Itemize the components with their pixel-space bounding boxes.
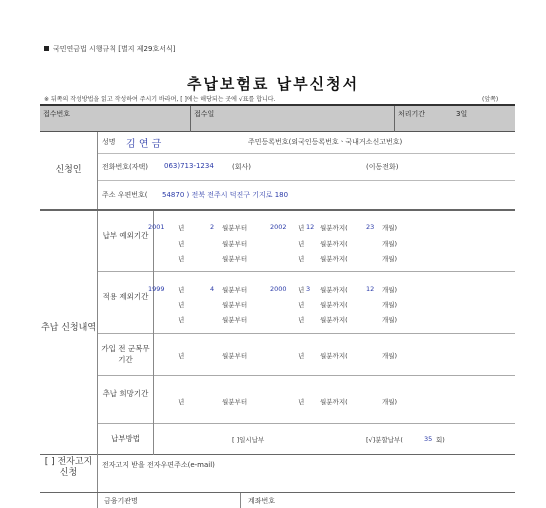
end-year[interactable]: 2000	[270, 285, 287, 293]
end-year[interactable]: 2002	[270, 223, 287, 231]
end-month[interactable]: 3	[306, 285, 311, 293]
from-word: 월분부터	[222, 240, 248, 248]
to-word: 월분까지(	[320, 224, 348, 232]
year-word: 년	[298, 398, 305, 406]
months-word: 개월)	[382, 224, 398, 232]
months-word: 개월)	[382, 398, 398, 406]
year-word: 년	[178, 224, 185, 232]
address-value[interactable]: 54870 ) 전북 전주시 덕진구 기지로 180	[162, 191, 289, 199]
start-month[interactable]: 2	[210, 223, 215, 231]
months-word: 개월)	[382, 240, 398, 248]
year-word: 년	[298, 224, 305, 232]
year-word: 년	[298, 301, 305, 309]
from-word: 월분부터	[222, 352, 248, 360]
address-label: 주소 우편번호(	[102, 191, 148, 199]
period-group-label: 추납 희망기간	[98, 375, 154, 423]
details-section-label: 추납 신청내역	[40, 211, 98, 455]
processing-period-value: 3일	[456, 110, 468, 118]
start-year[interactable]: 1999	[148, 285, 165, 293]
period-group-label: 가입 전 군복무기간	[98, 333, 154, 375]
mobile-phone-label: (이동전화)	[366, 163, 399, 171]
months-word: 개월)	[382, 286, 398, 294]
year-word: 년	[178, 255, 185, 263]
form-reference-text: 국민연금법 시행규칙 [별지 제29호서식]	[53, 45, 176, 53]
year-word: 년	[178, 398, 185, 406]
months-word: 개월)	[382, 255, 398, 263]
months-word: 개월)	[382, 316, 398, 324]
page-side-label: (앞쪽)	[482, 96, 499, 103]
end-month[interactable]: 12	[306, 223, 315, 231]
start-month[interactable]: 4	[210, 285, 215, 293]
from-word: 월분부터	[222, 398, 248, 406]
email-label: 전자고지 받을 전자우편주소(e-mail)	[102, 461, 215, 469]
year-word: 년	[178, 301, 185, 309]
year-word: 년	[298, 352, 305, 360]
electronic-notice-label[interactable]: [ ] 전자고지 신청	[40, 455, 98, 492]
name-value[interactable]: 김 연 금	[126, 139, 162, 150]
period-group-label: 납부 예외기간	[98, 211, 154, 271]
square-bullet-icon	[44, 46, 49, 51]
to-word: 월분까지(	[320, 286, 348, 294]
to-word: 월분까지(	[320, 255, 348, 263]
year-word: 년	[178, 286, 185, 294]
month-count[interactable]: 12	[366, 285, 375, 293]
installment-unit: 회)	[436, 436, 445, 444]
from-word: 월분부터	[222, 316, 248, 324]
bank-institution-label: 금융기관명	[104, 497, 138, 505]
form-reference	[44, 44, 175, 54]
instruction-notice: ※ 뒤쪽의 작성방법을 읽고 작성하여 주시기 바라며, [ ]에는 해당되는 곳에 √표를 합니다.	[44, 96, 276, 103]
processing-period-label: 처리기간	[398, 110, 426, 118]
to-word: 월분까지(	[320, 301, 348, 309]
account-number-label: 계좌번호	[248, 497, 276, 505]
to-word: 월분까지(	[320, 398, 348, 406]
receipt-date-label: 접수일	[194, 110, 215, 118]
applicant-section-label: 신청인	[40, 132, 98, 209]
bank-row	[40, 493, 515, 508]
applicant-section	[40, 132, 515, 210]
from-word: 월분부터	[222, 255, 248, 263]
address-row	[98, 181, 515, 209]
details-section	[40, 210, 515, 455]
year-word: 년	[298, 316, 305, 324]
payment-method-label: 납부방법	[98, 423, 154, 455]
application-form	[40, 104, 515, 508]
year-word: 년	[178, 316, 185, 324]
electronic-notice-section	[40, 455, 515, 493]
name-row	[98, 132, 515, 154]
form-title: 추납보험료 납부신청서	[186, 75, 360, 93]
year-word: 년	[298, 255, 305, 263]
phone-value[interactable]: 063)713-1234	[164, 162, 214, 170]
name-label: 성명	[102, 138, 116, 146]
installment-count[interactable]: 35	[424, 435, 433, 443]
period-group-label: 적용 제외기간	[98, 271, 154, 333]
start-year[interactable]: 2001	[148, 223, 165, 231]
from-word: 월분부터	[222, 286, 248, 294]
month-count[interactable]: 23	[366, 223, 375, 231]
rrn-label: 주민등록번호(외국인등록번호ㆍ국내거소신고번호)	[248, 138, 403, 146]
lump-sum-option[interactable]: [ ]일시납부	[232, 436, 265, 444]
months-word: 개월)	[382, 301, 398, 309]
year-word: 년	[298, 286, 305, 294]
phone-label: 전화번호(자택)	[102, 163, 149, 171]
from-word: 월분부터	[222, 301, 248, 309]
months-word: 개월)	[382, 352, 398, 360]
to-word: 월분까지(	[320, 316, 348, 324]
office-phone-label: (회사)	[232, 163, 251, 171]
installment-option[interactable]: [√]분할납부(	[366, 436, 403, 444]
year-word: 년	[178, 240, 185, 248]
to-word: 월분까지(	[320, 240, 348, 248]
receipt-number-label: 접수번호	[43, 110, 71, 118]
year-word: 년	[298, 240, 305, 248]
from-word: 월분부터	[222, 224, 248, 232]
receipt-bar	[40, 104, 515, 132]
to-word: 월분까지(	[320, 352, 348, 360]
year-word: 년	[178, 352, 185, 360]
phone-row	[98, 154, 515, 181]
